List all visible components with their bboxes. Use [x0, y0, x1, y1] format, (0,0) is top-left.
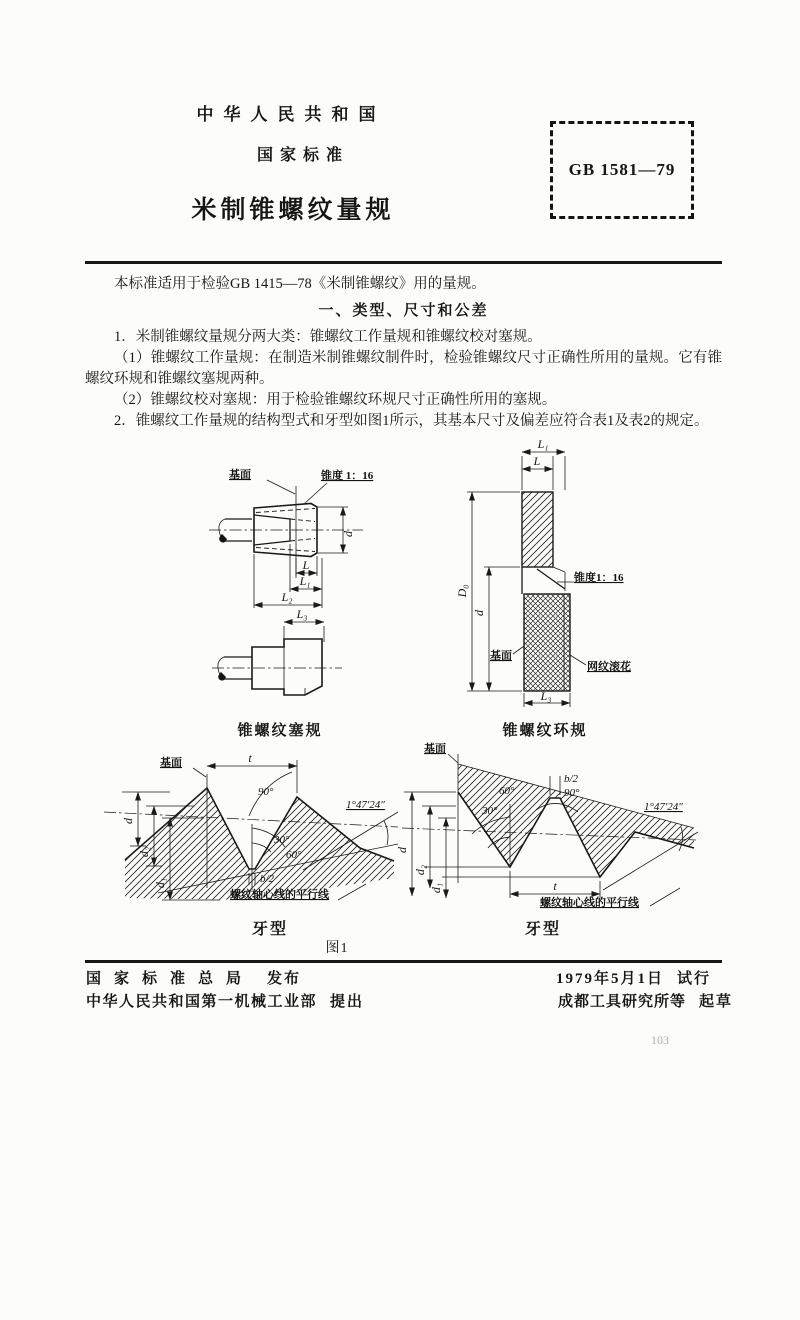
dim-L2-label: L₂ — [281, 590, 293, 604]
drafter-action: 起草 — [699, 994, 734, 1010]
dim-t-label: t — [553, 879, 557, 893]
standard-number: GB 1581—79 — [568, 160, 676, 179]
publisher-action: 发布 — [267, 971, 302, 987]
dim-L1-label: L₁ — [537, 437, 549, 451]
trial-date: 1979年5月1日 — [556, 971, 665, 987]
paragraph-1: 1．米制锥螺纹量规分两大类：锥螺纹工作量规和锥螺纹校对塞规。 — [114, 329, 542, 345]
dim-L1-label: L₁ — [299, 574, 311, 588]
country-name: 中华人民共和国 — [196, 105, 386, 124]
angle-30-label: 30° — [274, 834, 290, 846]
base-plane-label: 基面 — [490, 650, 512, 662]
section-heading: 一、类型、尺寸和公差 — [318, 303, 489, 319]
standard-type: 国家标准 — [256, 147, 349, 164]
dim-t-label: t — [248, 751, 252, 765]
base-plane-label: 基面 — [229, 469, 251, 481]
ring-gauge-view — [443, 437, 643, 716]
dim-b2-label: b/2 — [260, 873, 275, 885]
footer-drafter-line — [558, 990, 733, 1011]
axis-parallel-label: 螺纹轴心线的平行线 — [230, 889, 329, 901]
header-rule — [85, 261, 722, 264]
ring-tooth-profile — [395, 738, 702, 938]
plug-tooth-profile — [98, 748, 402, 940]
taper-label: 锥度1：16 — [574, 572, 624, 584]
knurl-label: 网纹滚花 — [587, 661, 631, 673]
dim-d-label: d — [395, 847, 409, 853]
dim-d2-label: d₂ — [413, 864, 427, 876]
intro-paragraph: 本标准适用于检验GB 1415—78《米制锥螺纹》用的量规。 — [114, 276, 486, 292]
dim-d-label: d — [341, 531, 355, 537]
ring-gauge-caption: 锥螺纹环规 — [502, 723, 588, 739]
paragraph-2: （1）锥螺纹工作量规：在制造米制锥螺纹制件时，检验锥螺纹尺寸正确性所用的量规。它有锥螺纹环规和锥螺纹塞规两种。 — [85, 350, 722, 387]
angle-60-label: 60° — [286, 849, 302, 861]
publisher-name: 国家标准总局 — [86, 971, 255, 987]
plug-profile-caption: 牙型 — [251, 921, 288, 938]
ring-profile-caption: 牙型 — [524, 921, 561, 938]
paragraph-4: 2．锥螺纹工作量规的结构型式和牙型如图1所示，其基本尺寸及偏差应符合表1及表2的规定。 — [114, 413, 709, 429]
angle-90-label: 90° — [258, 786, 274, 798]
plug-gauge-caption: 锥螺纹塞规 — [237, 723, 323, 739]
footer-date-line — [556, 967, 711, 988]
angle-taper-label: 1°47′24″ — [644, 801, 683, 813]
trial-action: 试行 — [677, 971, 712, 987]
plug-gauge-second-view — [200, 607, 355, 715]
angle-taper-label: 1°47′24″ — [346, 799, 385, 811]
proposer-action: 提出 — [330, 994, 365, 1010]
document-title: 米制锥螺纹量规 — [191, 197, 395, 224]
dim-d2-label: d₂ — [137, 846, 151, 858]
angle-30-label: 30° — [482, 805, 498, 817]
dim-D0-label: D₀ — [455, 584, 469, 598]
page-number: 103 — [651, 1033, 669, 1047]
paragraph-3: （2）锥螺纹校对塞规：用于检验锥螺纹环规尺寸正确性所用的塞规。 — [114, 392, 557, 408]
footer-rule — [85, 960, 722, 963]
dim-d-label: d — [121, 818, 135, 824]
dim-d-label: d — [472, 610, 486, 616]
dim-b2-label: b/2 — [564, 773, 579, 785]
dim-d1-label: d₁ — [429, 882, 443, 894]
angle-90-label: 90° — [564, 787, 580, 799]
body-text — [85, 274, 722, 432]
footer-proposer-line — [86, 990, 364, 1011]
footer-publisher-line — [86, 967, 301, 988]
dim-L-label: L — [533, 454, 541, 468]
base-plane-label: 基面 — [160, 757, 182, 769]
drafter-name: 成都工具研究所等 — [558, 994, 687, 1010]
axis-parallel-label: 螺纹轴心线的平行线 — [540, 897, 639, 909]
base-plane-label: 基面 — [424, 743, 446, 755]
taper-label: 锥度 1：16 — [321, 470, 374, 482]
dim-L3-label: L₃ — [296, 607, 308, 621]
angle-60-label: 60° — [499, 785, 515, 797]
dim-L3-label: L₃ — [540, 689, 552, 703]
dim-L-label: L — [302, 558, 310, 572]
plug-gauge-main-view — [195, 458, 385, 628]
proposer-name: 中华人民共和国第一机械工业部 — [86, 994, 318, 1010]
standard-number-box — [550, 121, 694, 219]
dim-d1-label: d₁ — [153, 877, 167, 889]
figure-number: 图1 — [325, 941, 349, 956]
